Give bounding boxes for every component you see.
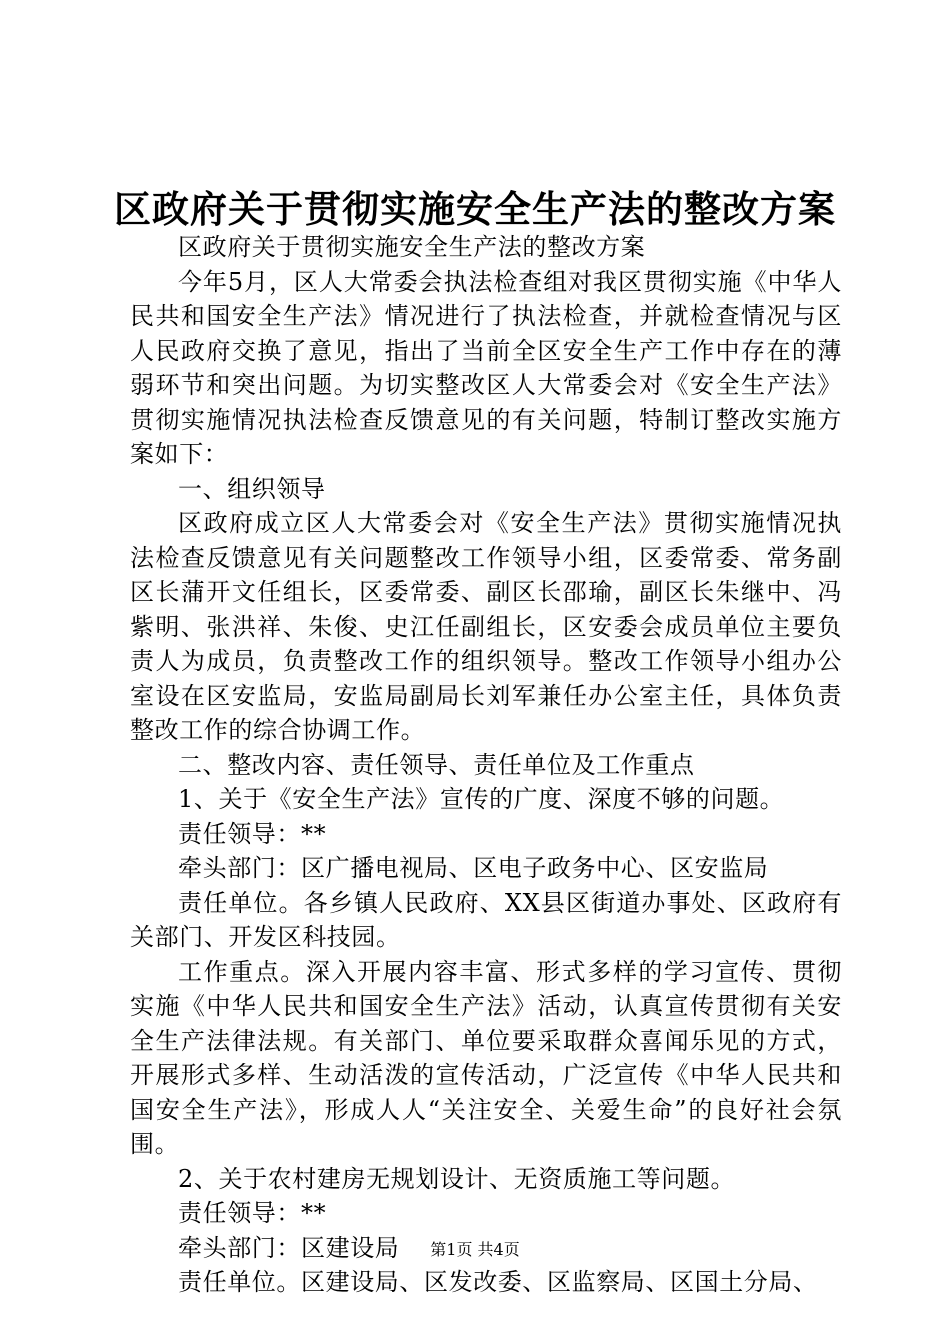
item-2-heading: 2、关于农村建房无规划设计、无资质施工等问题。 <box>178 1164 736 1193</box>
item-1-responsible-units: 责任单位。各乡镇人民政府、XX县区街道办事处、区政府有关部门、开发区科技园。 <box>130 888 842 951</box>
paragraph-organization: 区政府成立区人大常委会对《安全生产法》贯彻实施情况执法检查反馈意见有关问题整改工作领导小组，区委常委、常务副区长蒲开文任组长，区委常委、副区长邵瑜，副区长朱继中、冯紫明、张洪祥、朱俊、史江任副组长，区安委会成员单位主要负责人为成员，负责整改工作的组织领导。整改工作领导小组办公室设在区安监局，安监局副局长刘军兼任办公室主任，具体负责整改工作的综合协调工作。 <box>130 509 842 744</box>
document-body <box>130 230 842 1300</box>
item-2-lead-department: 牵头部门：区建设局 <box>178 1233 400 1262</box>
section-heading-content: 二、整改内容、责任领导、责任单位及工作重点 <box>178 750 695 779</box>
item-1-work-focus: 工作重点。深入开展内容丰富、形式多样的学习宣传、贯彻实施《中华人民共和国安全生产法》活动，认真宣传贯彻有关安全生产法律法规。有关部门、单位要采取群众喜闻乐见的方式，开展形式多样、生动活泼的宣传活动，广泛宣传《中华人民共和国安全生产法》，形成人人“关注安全、关爱生命”的良好社会氛围。 <box>130 957 842 1158</box>
section-heading-organization: 一、组织领导 <box>178 474 326 503</box>
item-2-leader: 责任领导：** <box>178 1199 327 1227</box>
item-2-responsible-units: 责任单位。区建设局、区发改委、区监察局、区国土分局、 <box>178 1268 818 1296</box>
item-1-lead-department: 牵头部门：区广播电视局、区电子政务中心、区安监局 <box>178 854 769 882</box>
document-title: 区政府关于贯彻实施安全生产法的整改方案 <box>114 187 836 231</box>
item-1-leader: 责任领导：** <box>178 819 327 848</box>
paragraph-subtitle: 区政府关于贯彻实施安全生产法的整改方案 <box>178 233 646 261</box>
paragraph-intro: 今年5月，区人大常委会执法检查组对我区贯彻实施《中华人民共和国安全生产法》情况进行了执法检查，并就检查情况与区人民政府交换了意见，指出了当前全区安全生产工作中存在的薄弱环节和突出问题。为切实整改区人大常委会对《安全生产法》贯彻实施情况执法检查反馈意见的有关问题，特制订整改实施方案如下： <box>130 267 842 468</box>
item-1-heading: 1、关于《安全生产法》宣传的广度、深度不够的问题。 <box>178 785 785 813</box>
page-number: 第1页 共4页 <box>430 1240 520 1259</box>
